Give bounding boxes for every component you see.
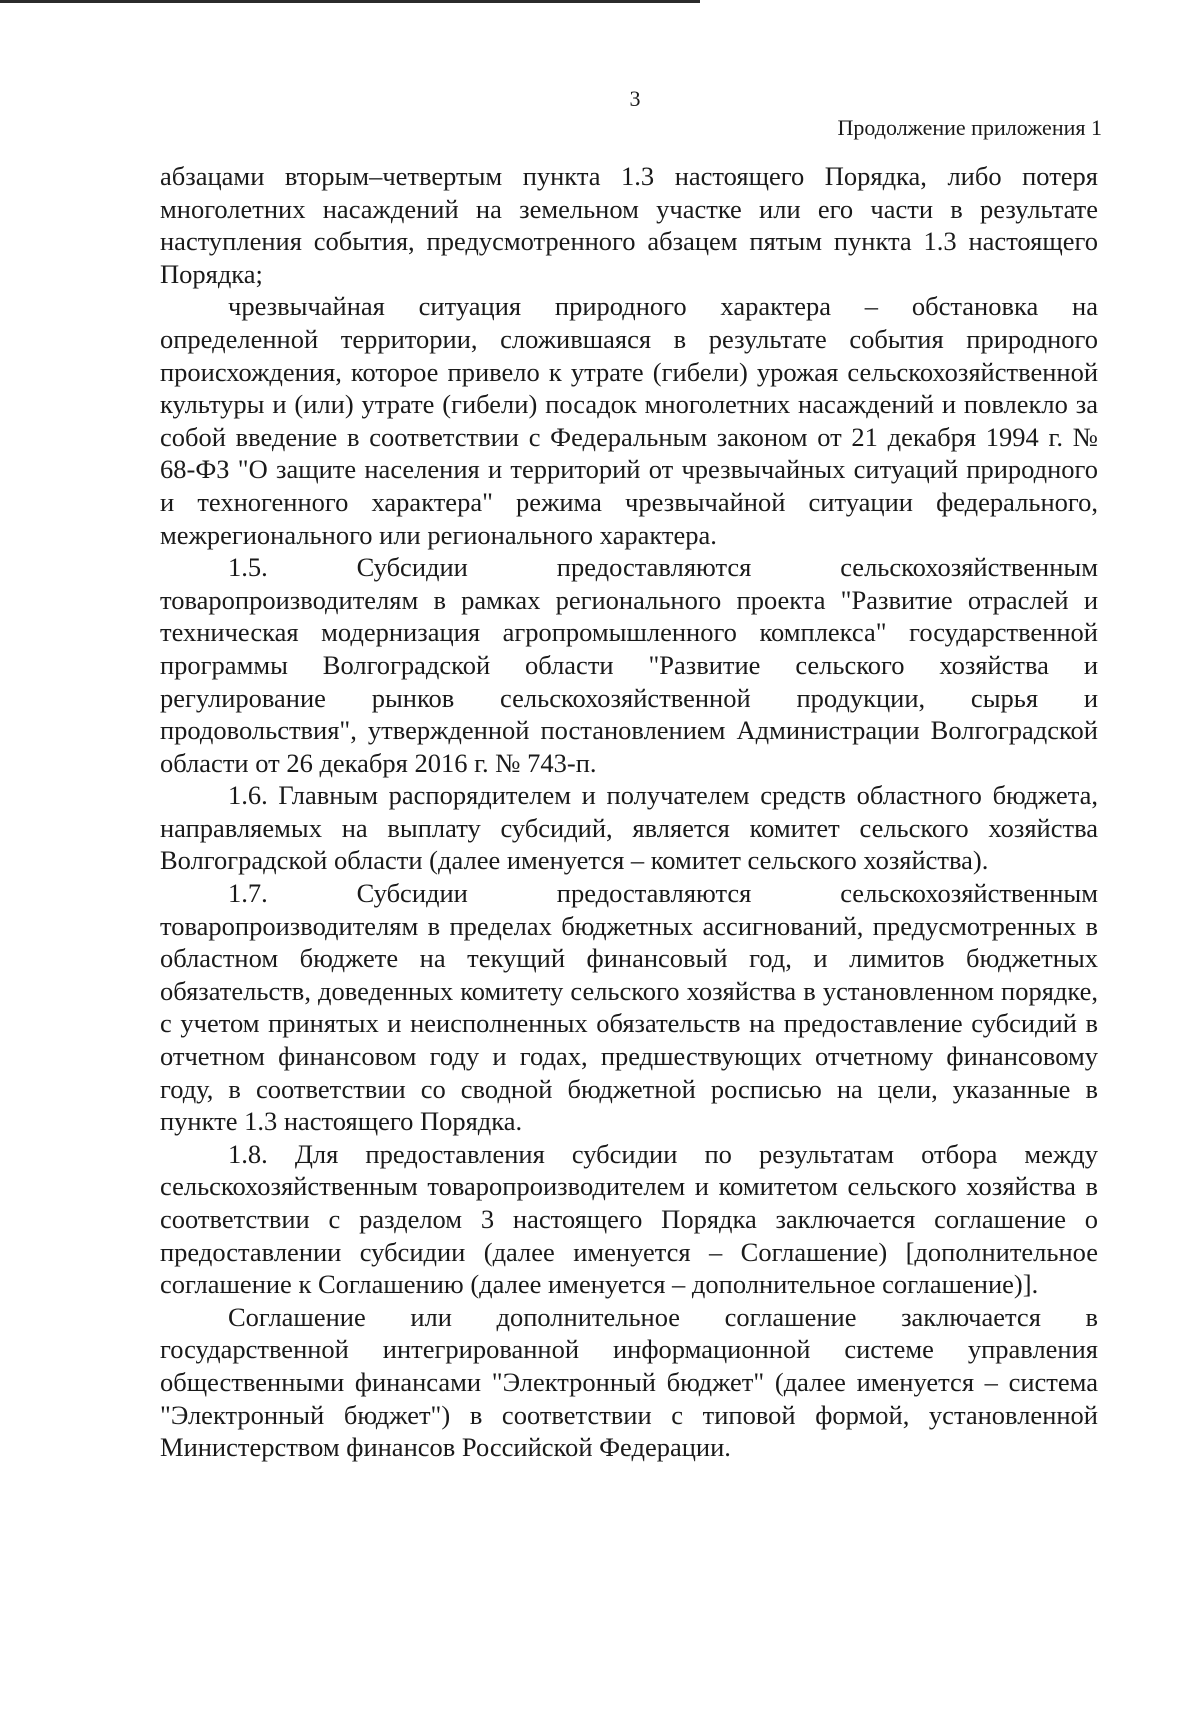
paragraph-agreement: Соглашение или дополнительное соглашение заключается в государственной интегрированной информационной системе управления общественными финансами "Электронный бюджет" (далее именуется – система "Электронный бюджет") в соответствии с типовой формой, установленной Министерством финансов Российской Федерации. [160,1301,1098,1463]
paragraph-continuation: абзацами вторым–четвертым пункта 1.3 настоящего Порядка, либо потеря многолетних насаждений на земельном участке или его части в результате наступления события, предусмотренного абзацем пятым пункта 1.3 настоящего Порядка; [160,161,1098,289]
page-number: 3 [629,86,641,111]
paragraph-1-6: 1.6. Главным распорядителем и получателем средств областного бюджета, направляемых на выплату субсидий, является комитет сельского хозяйства Волгоградской области (далее именуется – комитет сельского хозяйства). [160,780,1098,876]
annex-label: Продолжение приложения 1 [837,115,1102,140]
paragraph-emergency-definition: чрезвычайная ситуация природного характера – обстановка на определенной территории, сложившаяся в результате события природного происхождения, которое привело к утрате (гибели) урожая сельскохозяйственной культуры и (или) утрате (гибели) посадок многолетних насаждений и повлекло за собой введение в соответствии с Федеральным законом от 21 декабря 1994 г. № 68-ФЗ "О защите населения и территорий от чрезвычайных ситуаций природного и техногенного характера" режима чрезвычайной ситуации федерального, межрегионального или регионального характера. [160,291,1098,550]
paragraph-1-8: 1.8. Для предоставления субсидии по результатам отбора между сельскохозяйственным товаропроизводителем и комитетом сельского хозяйства в соответствии с разделом 3 настоящего Порядка заключается соглашение о предоставлении субсидии (далее именуется – Соглашение) [дополнительное соглашение к Соглашению (далее именуется – дополнительное соглашение)]. [160,1138,1098,1300]
scan-border-line [0,0,700,3]
paragraph-1-5: 1.5. Субсидии предоставляются сельскохозяйственным товаропроизводителям в рамках регионального проекта "Развитие отраслей и техническая модернизация агропромышленного комплекса" государственной программы Волгоградской области "Развитие сельского хозяйства и регулирование рынков сельскохозяйственной продукции, сырья и продовольствия", утвержденной постановлением Администрации Волгоградской области от 26 декабря 2016 г. № 743-п. [160,552,1098,778]
paragraph-1-7: 1.7. Субсидии предоставляются сельскохозяйственным товаропроизводителям в пределах бюджетных ассигнований, предусмотренных в областном бюджете на текущий финансовый год, и лимитов бюджетных обязательств, доведенных комитету сельского хозяйства в установленном порядке, с учетом принятых и неисполненных обязательств на предоставление субсидий в отчетном финансовом году и годах, предшествующих отчетному финансовому году, в соответствии со сводной бюджетной росписью на цели, указанные в пункте 1.3 настоящего Порядка. [160,878,1098,1137]
document-body [160,160,1098,1464]
